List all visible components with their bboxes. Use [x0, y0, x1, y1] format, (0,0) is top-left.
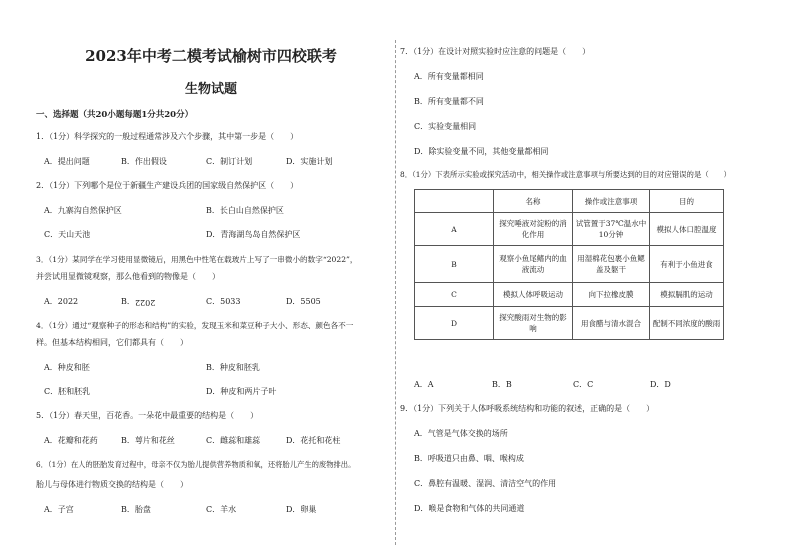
- exam-title: 2023年中考二模考试榆树市四校联考: [85, 47, 337, 65]
- question-1-stem: 1．（1分）科学探究的一般过程通常涉及六个步骤，其中第一步是（ ）: [36, 132, 299, 141]
- question-5-stem: 5．（1分）春天里，百花香。一朵花中最重要的结构是（ ）: [36, 411, 259, 420]
- table-row: [415, 213, 724, 246]
- table-cell: 用食醋与清水混合: [573, 307, 650, 340]
- table-header-cell: 操作或注意事项: [573, 190, 650, 213]
- question-6-stem-line1: 6．（1分）在人的胚胎发育过程中，母亲不仅为胎儿提供营养物质和氧，还将胎儿产生的废物排出。: [36, 460, 356, 469]
- question-6-option-c: C．羊水: [206, 505, 237, 514]
- table-cell: A: [415, 213, 494, 246]
- question-5-option-d: D．花托和花柱: [286, 436, 341, 445]
- question-9-option-c: C．鼻腔有温暖、湿润、清洁空气的作用: [414, 479, 557, 488]
- table-cell: 试管置于37℃温水中10分钟: [573, 213, 650, 246]
- question-2-option-d: D．青海湖鸟岛自然保护区: [206, 230, 301, 239]
- column-divider: [395, 40, 396, 545]
- question-3-stem-line1: 3．（1分）某同学在学习使用显微镜后，用黑色中性笔在载玻片上写了一串微小的数字“2022”，: [36, 255, 358, 264]
- table-header-cell: 名称: [494, 190, 573, 213]
- question-3-option-c: C．5033: [206, 297, 241, 306]
- question-4-option-c: C．胚和胚乳: [44, 387, 91, 396]
- table-row: [415, 246, 724, 283]
- table-cell: 向下拉橡皮膜: [573, 283, 650, 307]
- question-9-option-a: A．气管是气体交换的场所: [414, 429, 508, 438]
- question-7-option-b: B．所有变量都不同: [414, 97, 484, 106]
- table-cell: 模拟膈肌的运动: [650, 283, 724, 307]
- question-3-option-b-letter: B．: [121, 297, 135, 306]
- question-3-stem-line2: 并尝试用显微镜观察，那么他看到的物像是（ ）: [36, 272, 220, 281]
- question-9-stem: 9．（1分）下列关于人体呼吸系统结构和功能的叙述，正确的是（ ）: [400, 404, 655, 413]
- table-header-cell: [415, 190, 494, 213]
- table-header-cell: 目的: [650, 190, 724, 213]
- table-cell: 探究酸雨对生物的影响: [494, 307, 573, 340]
- table-cell: B: [415, 246, 494, 283]
- table-cell: 观察小鱼尾鳍内的血液流动: [494, 246, 573, 283]
- exam-subtitle: 生物试题: [184, 82, 237, 97]
- table-header-row: [415, 190, 724, 213]
- question-6-option-a: A．子宫: [44, 505, 74, 514]
- question-5-option-a: A．花瓣和花药: [44, 436, 98, 445]
- question-7-option-c: C．实验变量相同: [414, 122, 477, 131]
- table-cell: 配制不同浓度的酸雨: [650, 307, 724, 340]
- table-cell: 模拟人体呼吸运动: [494, 283, 573, 307]
- question-3-option-a: A．2022: [44, 297, 79, 306]
- question-6-stem-line2: 胎儿与母体进行物质交换的结构是（ ）: [36, 480, 188, 489]
- right-column: [400, 0, 770, 560]
- question-8-stem: 8．（1分）下表所示实验或探究活动中，相关操作或注意事项与所要达到的目的对应错误的是（ ）: [400, 170, 731, 179]
- left-column: [36, 0, 386, 560]
- question-1-option-b: B．作出假设: [121, 157, 167, 166]
- question-4-option-b: B．种皮和胚乳: [206, 363, 260, 372]
- question-7-option-d: D．除实验变量不同，其他变量都相同: [414, 147, 549, 156]
- question-5-option-c: C．雌蕊和雄蕊: [206, 436, 261, 445]
- question-2-option-b: B．长白山自然保护区: [206, 206, 284, 215]
- question-2-stem: 2．（1分）下列哪个是位于新疆生产建设兵团的国家级自然保护区（ ）: [36, 181, 299, 190]
- table-cell: 模拟人体口腔温度: [650, 213, 724, 246]
- question-8-option-d: D．D: [650, 380, 671, 389]
- question-2-option-a: A．九寨沟自然保护区: [44, 206, 122, 215]
- question-5-option-b: B．萼片和花丝: [121, 436, 175, 445]
- question-2-option-c: C．天山天池: [44, 230, 91, 239]
- question-4-option-d: D．种皮和两片子叶: [206, 387, 277, 396]
- question-6-option-b: B．胎盘: [121, 505, 151, 514]
- question-8-table: [414, 189, 724, 340]
- question-8-option-b: B．B: [492, 380, 512, 389]
- table-cell: D: [415, 307, 494, 340]
- question-4-stem-line1: 4．（1分）通过“观察种子的形态和结构”的实验，发现玉米和菜豆种子大小、形态、颜色各不一: [36, 321, 354, 330]
- table-cell: 探究唾液对淀粉的消化作用: [494, 213, 573, 246]
- question-8-option-a: A．A: [414, 380, 434, 389]
- table-cell: C: [415, 283, 494, 307]
- question-7-option-a: A．所有变量都相同: [414, 72, 484, 81]
- table-cell: 用湿棉花包裹小鱼鳃盖及躯干: [573, 246, 650, 283]
- question-3-option-d: D．5505: [286, 297, 321, 306]
- table-cell: 有利于小鱼进食: [650, 246, 724, 283]
- question-9-option-b: B．呼吸道只由鼻、咽、喉构成: [414, 454, 524, 463]
- table-row: [415, 283, 724, 307]
- question-9-option-d: D．喉是食物和气体的共同通道: [414, 504, 525, 513]
- question-1-option-a: A．提出问题: [44, 157, 90, 166]
- table-row: [415, 307, 724, 340]
- question-3-option-b: [121, 297, 155, 307]
- question-1-option-c: C．制订计划: [206, 157, 253, 166]
- question-7-stem: 7．（1分）在设计对照实验时应注意的问题是（ ）: [400, 47, 591, 56]
- section-heading: 一、选择题（共20小题每题1分共20分）: [36, 110, 194, 120]
- question-6-option-d: D．卵巢: [286, 505, 317, 514]
- question-4-option-a: A．种皮和胚: [44, 363, 90, 372]
- question-4-stem-line2: 样。但基本结构相同，它们都具有（ ）: [36, 338, 188, 347]
- question-8-option-c: C．C: [573, 380, 594, 389]
- question-3-option-b-mirrored-digits: 2022: [134, 298, 156, 307]
- question-1-option-d: D．实施计划: [286, 157, 333, 166]
